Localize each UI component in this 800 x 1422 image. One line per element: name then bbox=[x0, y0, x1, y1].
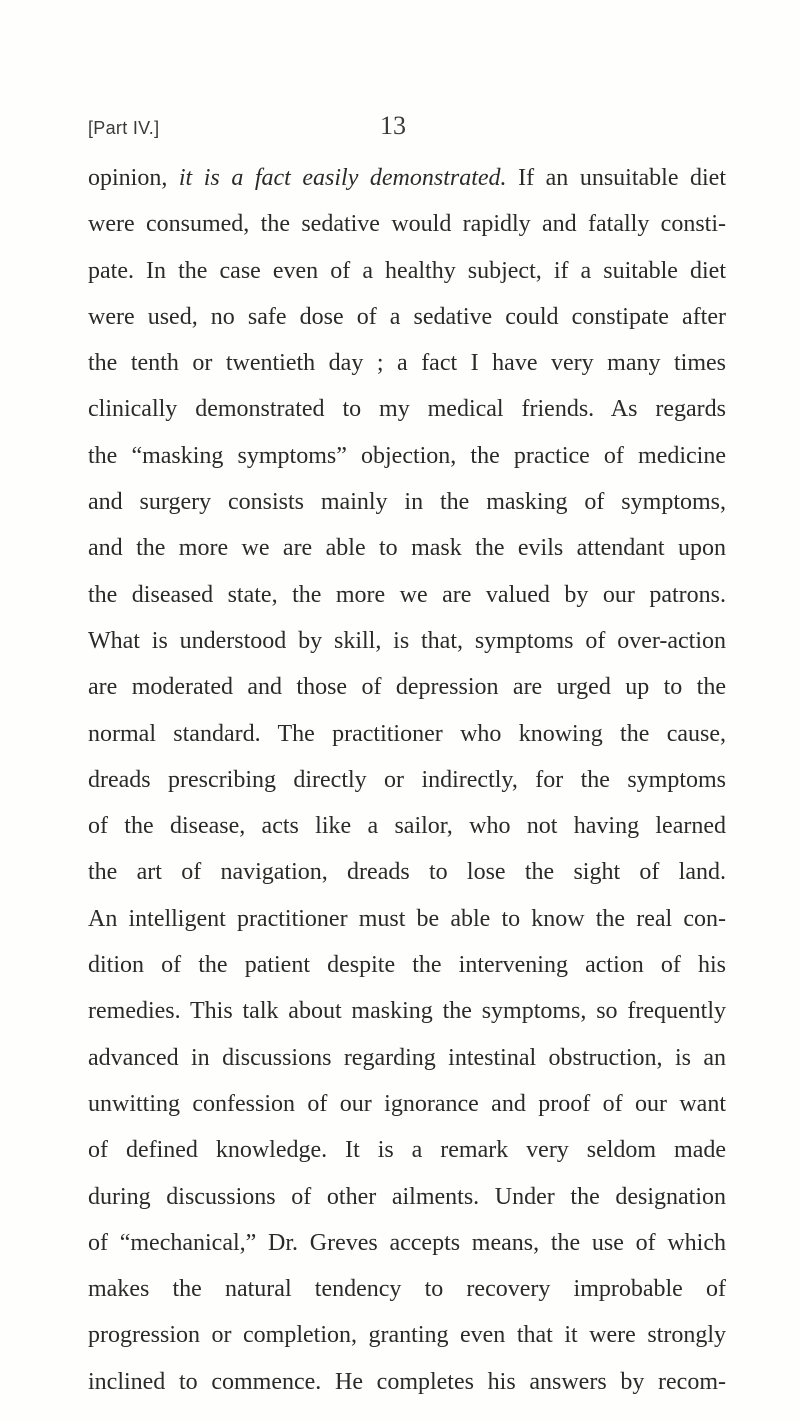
line-text: and the more we are able to mask the evils attendant upon bbox=[88, 535, 726, 562]
line-text: unwitting confession of our ignorance and proof of our want bbox=[88, 1090, 726, 1117]
line-text: normal standard. The practitioner who knowing the cause, bbox=[88, 720, 726, 747]
text-line bbox=[88, 1220, 726, 1266]
text-line bbox=[88, 433, 726, 479]
line-text: were used, no safe dose of a sedative could constipate after bbox=[88, 303, 726, 330]
text-line bbox=[88, 572, 726, 618]
text-line bbox=[88, 757, 726, 803]
line-text: dition of the patient despite the intervening action of his bbox=[88, 952, 726, 979]
text-line bbox=[88, 896, 726, 942]
text-line bbox=[88, 294, 726, 340]
line-text: pate. In the case even of a healthy subject, if a suitable diet bbox=[88, 257, 726, 284]
line-text: An intelligent practitioner must be able to know the real con- bbox=[88, 905, 726, 932]
text-line bbox=[88, 618, 726, 664]
text-line bbox=[88, 849, 726, 895]
line-text: remedies. This talk about masking the symptoms, so frequently bbox=[88, 998, 726, 1025]
line-text: progression or completion, granting even that it were strongly bbox=[88, 1322, 726, 1349]
italic-text: it is a fact easily demonstrated. bbox=[178, 165, 507, 191]
text-line bbox=[88, 340, 726, 386]
part-label: [Part IV.] bbox=[88, 118, 160, 138]
line-text: the art of navigation, dreads to lose the sight of land. bbox=[88, 859, 726, 886]
text-line bbox=[88, 1035, 726, 1081]
line-text: inclined to commence. He completes his answers by recom- bbox=[88, 1368, 726, 1395]
text-line bbox=[88, 988, 726, 1034]
text-line bbox=[88, 1127, 726, 1173]
line-text: makes the natural tendency to recovery improbable of bbox=[88, 1276, 726, 1303]
text-line bbox=[88, 711, 726, 757]
line-text: of the disease, acts like a sailor, who not having learned bbox=[88, 813, 726, 840]
text-line bbox=[88, 525, 726, 571]
line-text: were consumed, the sedative would rapidly and fatally consti- bbox=[88, 211, 726, 238]
line-text: dreads prescribing directly or indirectly, for the symptoms bbox=[88, 766, 726, 793]
page-number: 13 bbox=[380, 111, 406, 140]
line-text: opinion, bbox=[88, 165, 179, 191]
text-line bbox=[88, 1266, 726, 1312]
line-text: are moderated and those of depression are urged up to the bbox=[88, 674, 726, 701]
line-text: and surgery consists mainly in the masking of symptoms, bbox=[88, 489, 726, 516]
line-text: the “masking symptoms” objection, the practice of medicine bbox=[88, 442, 726, 469]
text-line bbox=[88, 803, 726, 849]
line-text: of “mechanical,” Dr. Greves accepts means, the use of which bbox=[88, 1229, 726, 1256]
text-line bbox=[88, 155, 726, 201]
line-text: the tenth or twentieth day ; a fact I have very many times bbox=[88, 350, 726, 377]
line-text: during discussions of other ailments. Under the designation bbox=[88, 1183, 726, 1210]
line-text: advanced in discussions regarding intestinal obstruction, is an bbox=[88, 1044, 726, 1071]
text-line bbox=[88, 248, 726, 294]
text-line bbox=[88, 1174, 726, 1220]
text-line bbox=[88, 942, 726, 988]
body-text bbox=[88, 155, 726, 1405]
text-line bbox=[88, 201, 726, 247]
text-line bbox=[88, 386, 726, 432]
text-line bbox=[88, 1359, 726, 1405]
line-text: What is understood by skill, is that, symptoms of over-action bbox=[88, 627, 726, 654]
text-line bbox=[88, 664, 726, 710]
text-line bbox=[88, 1312, 726, 1358]
line-text: clinically demonstrated to my medical friends. As regards bbox=[88, 396, 726, 423]
text-line bbox=[88, 479, 726, 525]
line-text: If an unsuitable diet bbox=[506, 165, 726, 191]
line-text: of defined knowledge. It is a remark very seldom made bbox=[88, 1137, 726, 1164]
text-line bbox=[88, 1081, 726, 1127]
line-text: the diseased state, the more we are valued by our patrons. bbox=[88, 581, 726, 608]
